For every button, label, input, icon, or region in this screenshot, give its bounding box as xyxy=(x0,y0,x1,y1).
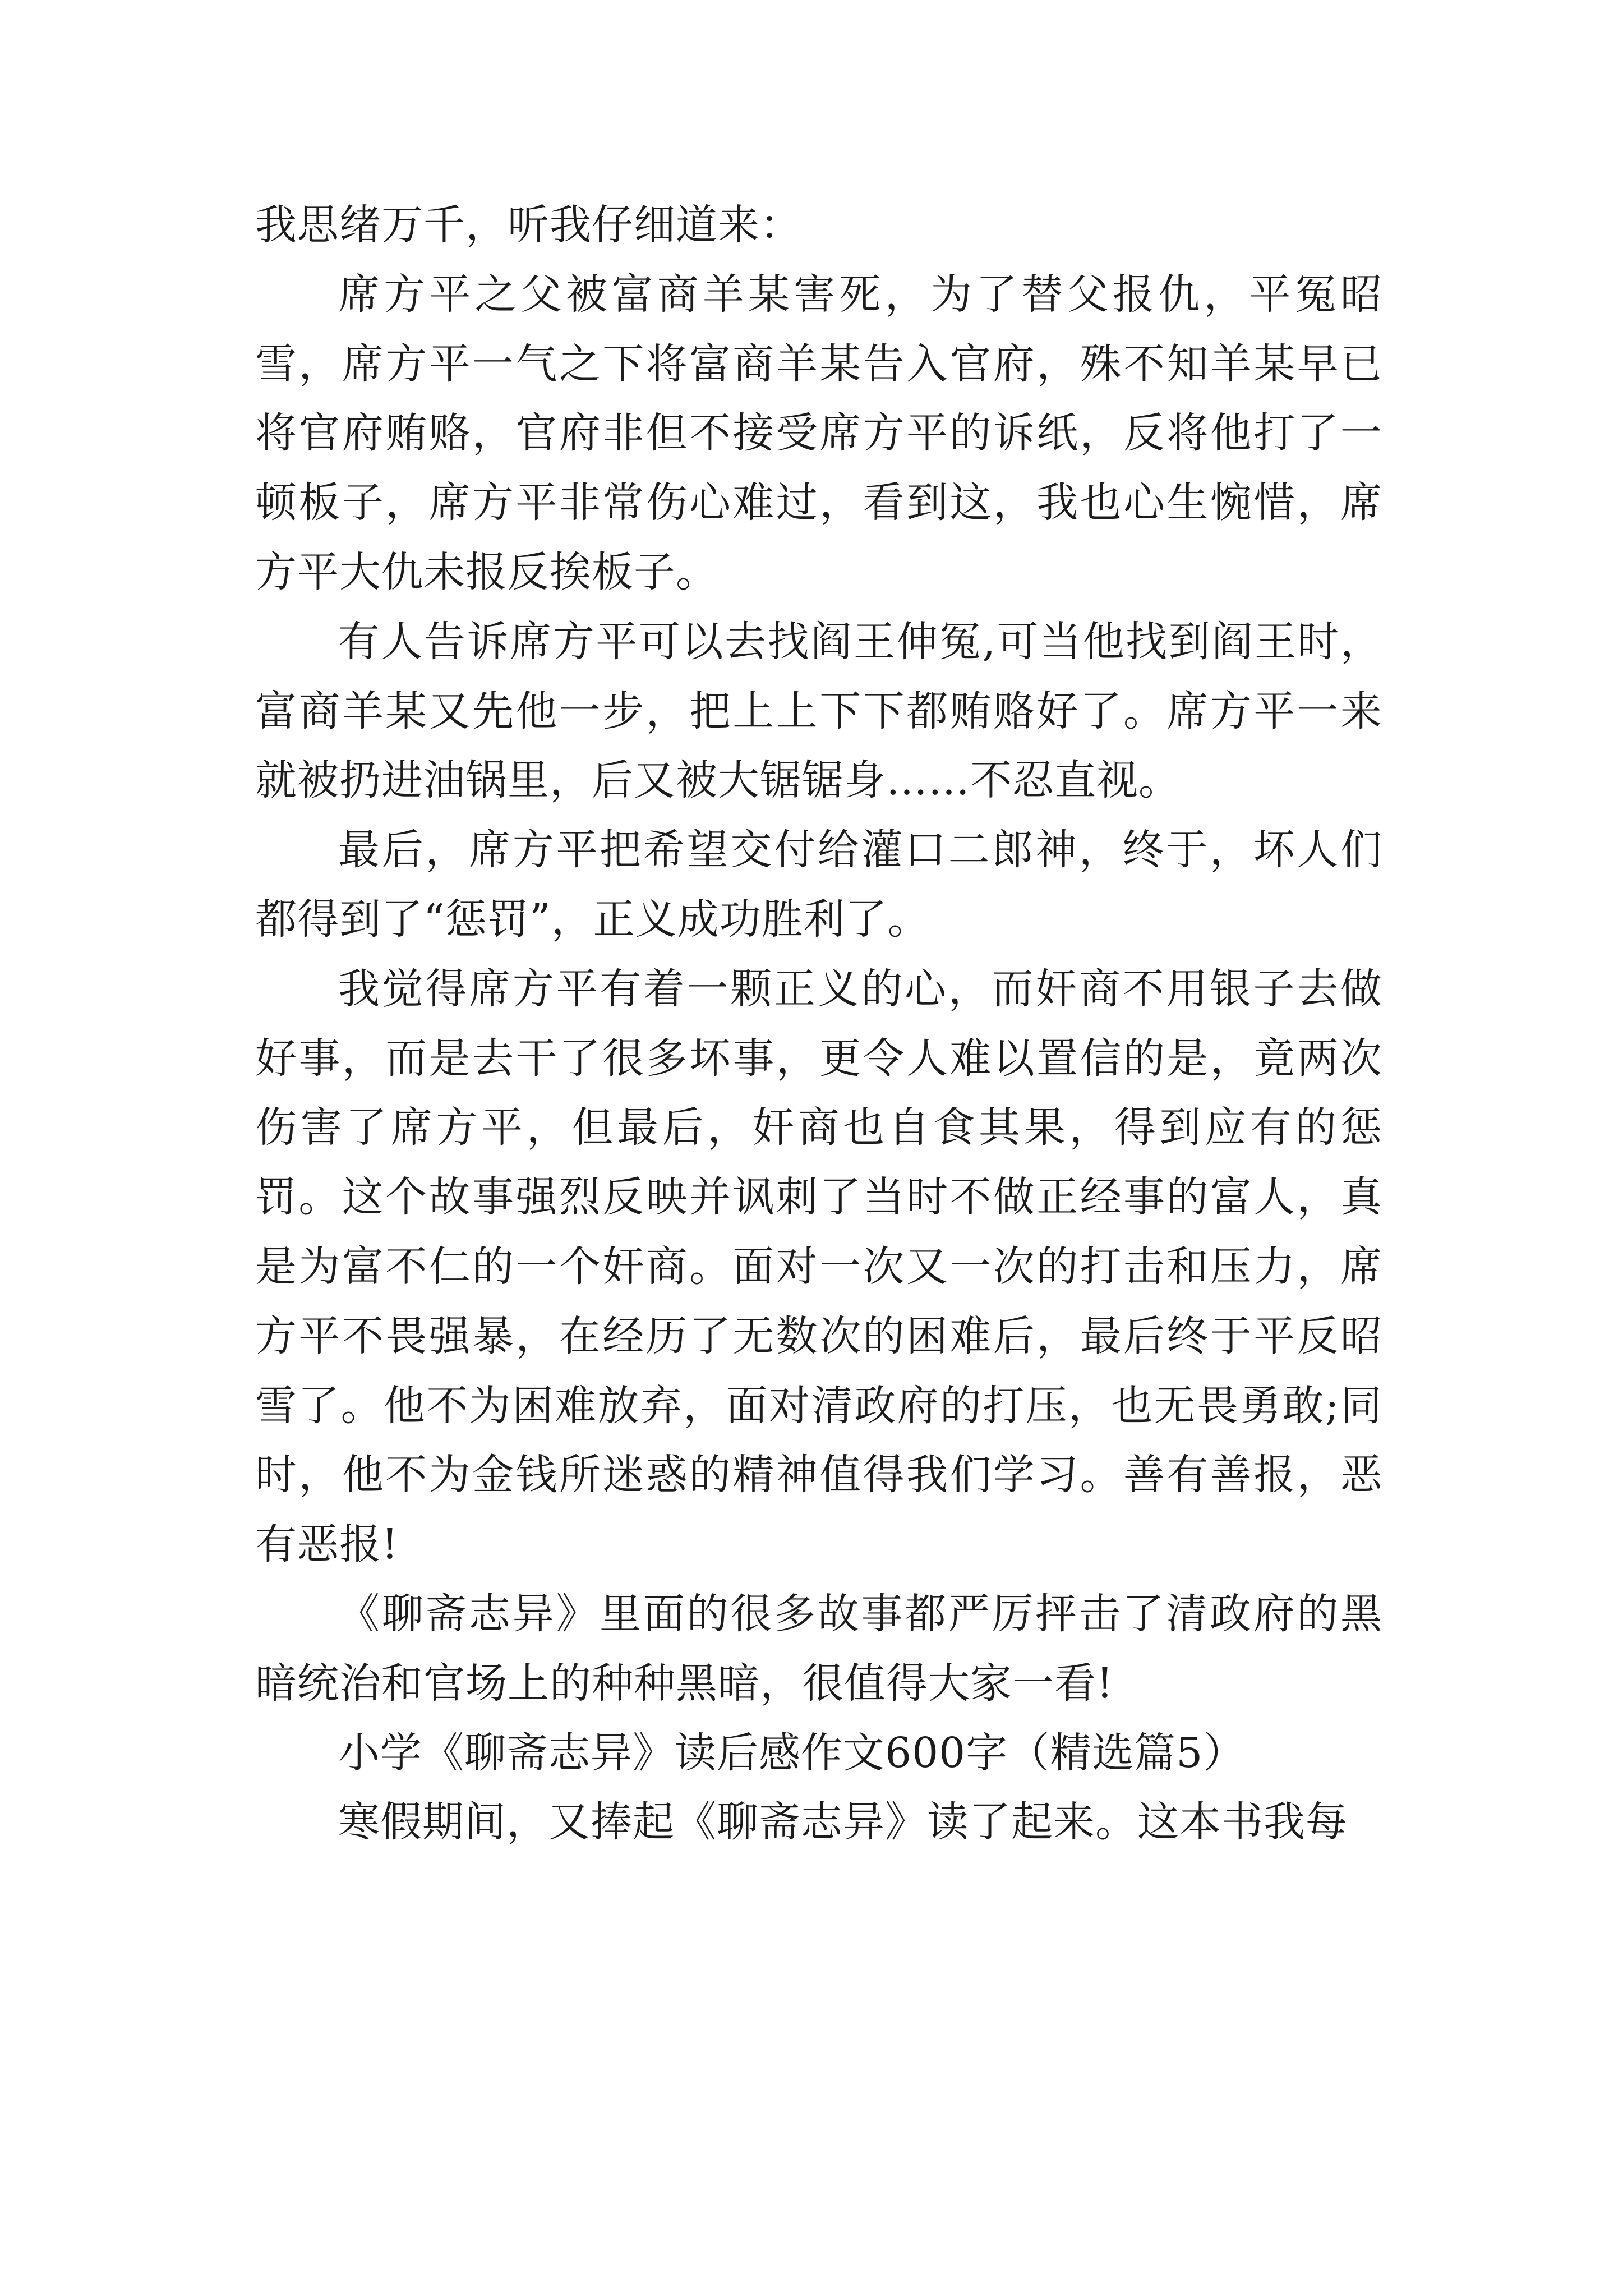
paragraph-yama-appeal: 有人告诉席方平可以去找阎王伸冤,可当他找到阎王时，富商羊某又先他一步，把上上下下都贿赂好了。席方平一来就被扔进油锅里，后又被大锯锯身……不忍直视。 xyxy=(255,617,1382,805)
section-heading: 小学《聊斋志异》读后感作文600字（精选篇5） xyxy=(338,1728,1246,1777)
paragraph-reflection: 我觉得席方平有着一颗正义的心，而奸商不用银子去做好事，而是去干了很多坏事，更令人难以置信的是，竟两次伤害了席方平，但最后，奸商也自食其果，得到应有的惩罚。这个故事强烈反映并讽刺了当时不做正经事的富人，真是为富不仁的一个奸商。面对一次又一次的打击和压力，席方平不畏强暴，在经历了无数次的困难后，最后终于平反昭雪了。他不为困难放弃，面对清政府的打压，也无畏勇敢;同时，他不为金钱所迷惑的精神值得我们学习。善有善报，恶有恶报! xyxy=(255,964,1382,1569)
paragraph-continuation: 我思绪万千，听我仔细道来： xyxy=(255,201,802,249)
paragraph-new-essay-start: 寒假期间，又捧起《聊斋志异》读了起来。这本书我每 xyxy=(338,1798,1348,1847)
paragraph-justice: 最后，席方平把希望交付给灌口二郎神，终于，坏人们都得到了“惩罚”，正义成功胜利了。 xyxy=(255,826,1382,944)
body-text xyxy=(255,191,1382,1857)
paragraph-recommendation: 《聊斋志异》里面的很多故事都严厉抨击了清政府的黑暗统治和官场上的种种黑暗，很值得大家一看! xyxy=(255,1589,1382,1708)
paragraph-story-intro: 席方平之父被富商羊某害死，为了替父报仇，平冤昭雪，席方平一气之下将富商羊某告入官府，殊不知羊某早已将官府贿赂，官府非但不接受席方平的诉纸，反将他打了一顿板子，席方平非常伤心难过，看到这，我也心生惋惜，席方平大仇未报反挨板子。 xyxy=(255,270,1382,596)
